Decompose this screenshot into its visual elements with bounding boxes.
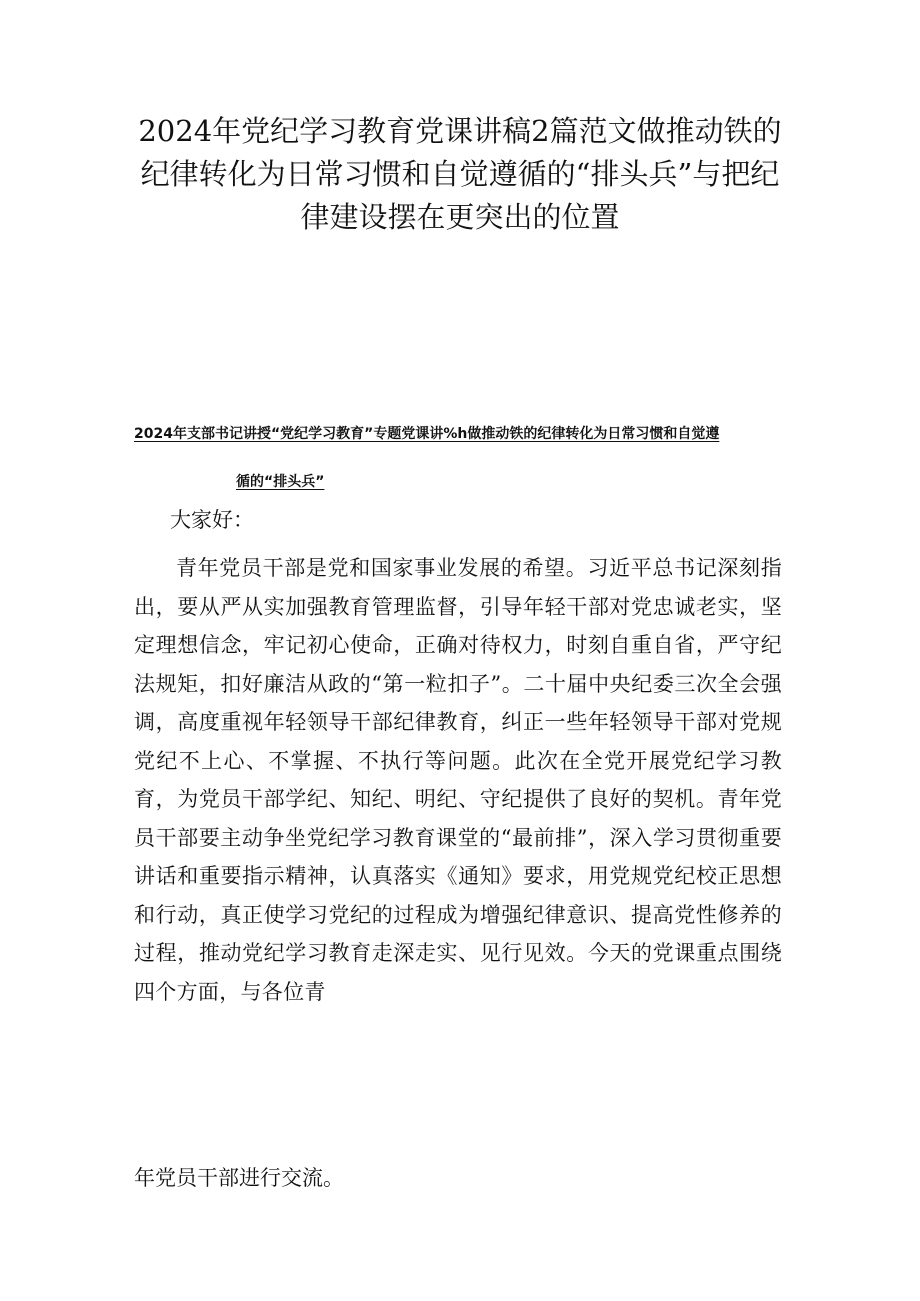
document-title: 2024年党纪学习教育党课讲稿2篇范文做推动铁的纪律转化为日常习惯和自觉遵循的“排头兵”与把纪律建设摆在更突出的位置: [138, 114, 782, 234]
greeting: 大家好：: [170, 508, 254, 532]
subtitle-line-2: 循的“排头兵”: [236, 474, 325, 490]
body-paragraph-tail: 年党员干部进行交流。: [134, 1166, 344, 1190]
body-paragraph: 青年党员干部是党和国家事业发展的希望。习近平总书记深刻指出，要从严从实加强教育管理监督，引导年轻干部对党忠诚老实，坚定理想信念，牢记初心使命，正确对待权力，时刻自重自省，严守纪法规矩，扣好廉洁从政的“第一粒扣子”。二十届中央纪委三次全会强调，高度重视年轻领导干部纪律教育，纠正一些年轻领导干部对党规党纪不上心、不掌握、不执行等问题。此次在全党开展党纪学习教育，为党员干部学纪、知纪、明纪、守纪提供了良好的契机。青年党员干部要主动争坐党纪学习教育课堂的“最前排”，深入学习贯彻重要讲话和重要指示精神，认真落实《通知》要求，用党规党纪校正思想和行动，真正使学习党纪的过程成为增强纪律意识、提高党性修养的过程，推动党纪学习教育走深走实、见行见效。今天的党课重点围绕四个方面，与各位青: [134, 556, 782, 1004]
section-subtitle: [134, 410, 794, 506]
subtitle-line-1: 2024年支部书记讲授“党纪学习教育”专题党课讲%h做推动铁的纪律转化为日常习惯和自觉遵: [134, 426, 720, 442]
